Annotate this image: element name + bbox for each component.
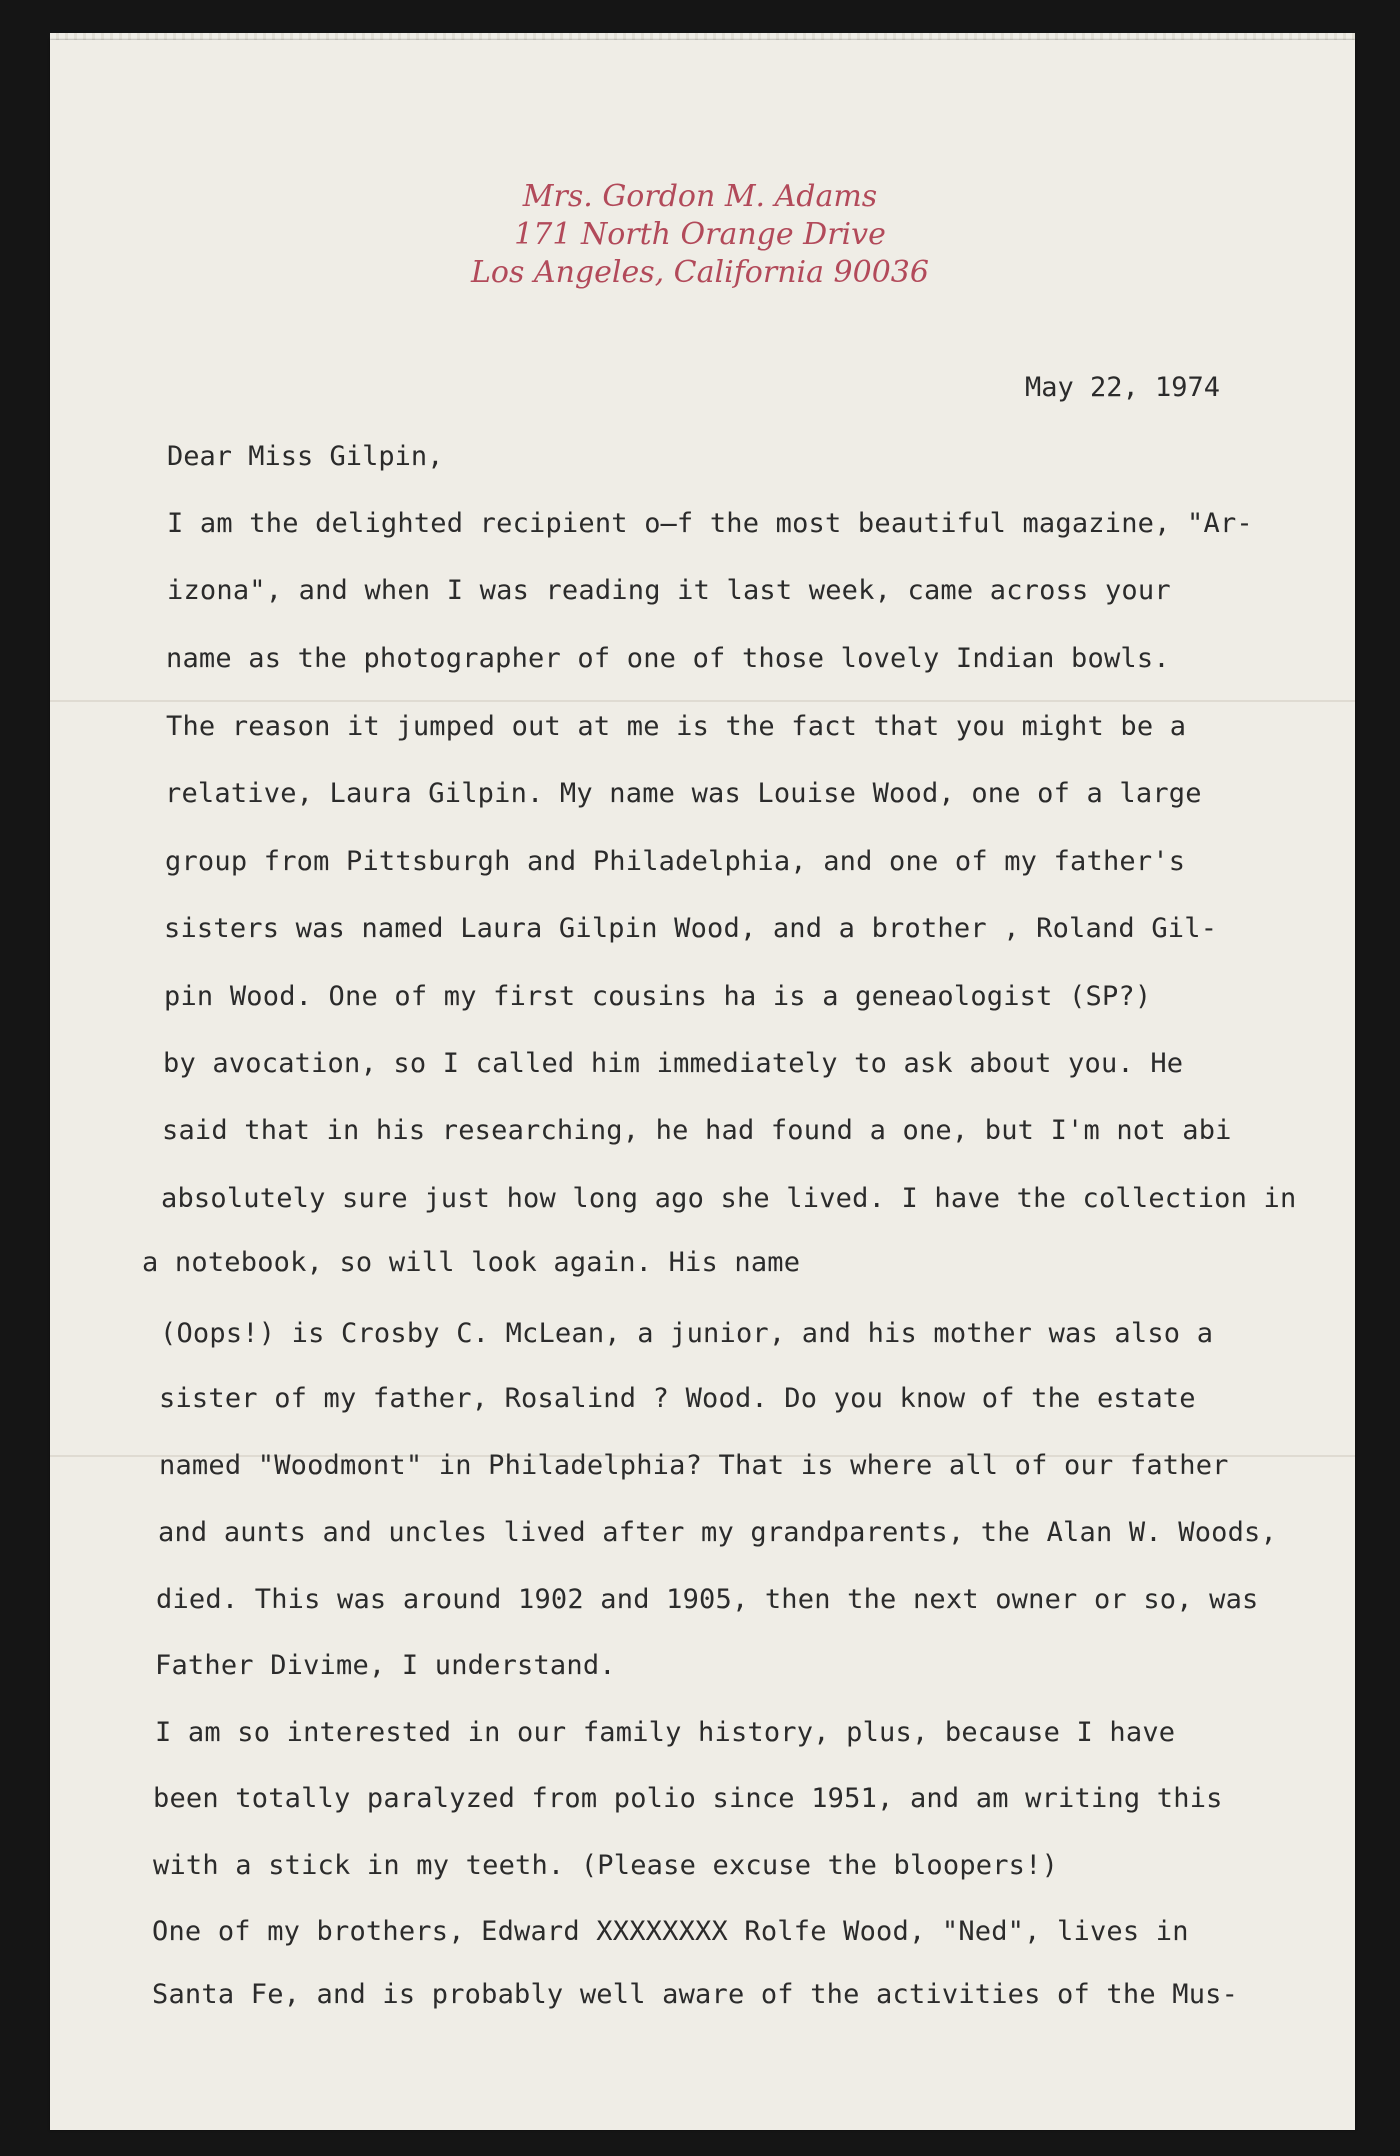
body-line: by avocation, so I called him immediately to ask about you. He [163,1048,1184,1079]
body-line: said that in his researching, he had found a one, but I'm not abi [162,1115,1232,1146]
body-line: name as the photographer of one of those lovely Indian bowls. [166,643,1170,674]
letterhead [440,178,960,292]
body-line: sisters was named Laura Gilpin Wood, and a brother , Roland Gil- [164,913,1218,944]
body-line: One of my brothers, Edward XXXXXXXX Rolfe Wood, "Ned", lives in [152,1916,1189,1947]
letter-date: May 22, 1974 [1025,372,1221,403]
body-line: The reason it jumped out at me is the fact that you might be a [166,711,1187,742]
body-line: group from Pittsburgh and Philadelphia, and one of my father's [165,846,1186,877]
letter-paper [50,40,1355,2130]
body-line: I am the delighted recipient o̶f the most beautiful magazine, "Ar- [167,508,1253,539]
letterhead-city: Los Angeles, California 90036 [471,255,929,290]
body-line: I am so interested in our family history, plus, because I have [155,1717,1176,1748]
body-line: named "Woodmont" in Philadelphia? That is where all of our father [159,1450,1229,1481]
body-line: (Oops!) is Crosby C. McLean, a junior, and his mother was also a [160,1318,1214,1349]
body-line: been totally paralyzed from polio since 1951, and am writing this [153,1783,1223,1814]
body-line: Santa Fe, and is probably well aware of the activities of the Mus- [152,1979,1239,2010]
body-line: and aunts and uncles lived after my grandparents, the Alan W. Woods, [158,1517,1277,1548]
body-line: a notebook, so will look again. His name [142,1247,801,1278]
salutation: Dear Miss Gilpin, [167,441,444,472]
body-line: absolutely sure just how long ago she lived. I have the collection in [161,1183,1297,1214]
body-line: died. This was around 1902 and 1905, then the next owner or so, was [156,1584,1259,1615]
body-line: pin Wood. One of my first cousins ha is a geneaologist (SP?) [164,981,1152,1012]
letterhead-street: 171 North Orange Drive [514,217,886,252]
letterhead-name: Mrs. Gordon M. Adams [522,179,878,214]
body-line: relative, Laura Gilpin. My name was Louise Wood, one of a large [165,778,1202,809]
body-line: izona", and when I was reading it last week, came across your [167,575,1171,606]
body-line: Father Divime, I understand. [155,1650,616,1681]
paper-fold-line [50,700,1355,702]
body-line: sister of my father, Rosalind ? Wood. Do you know of the estate [159,1383,1196,1414]
body-line: with a stick in my teeth. (Please excuse the bloopers!) [153,1850,1059,1881]
